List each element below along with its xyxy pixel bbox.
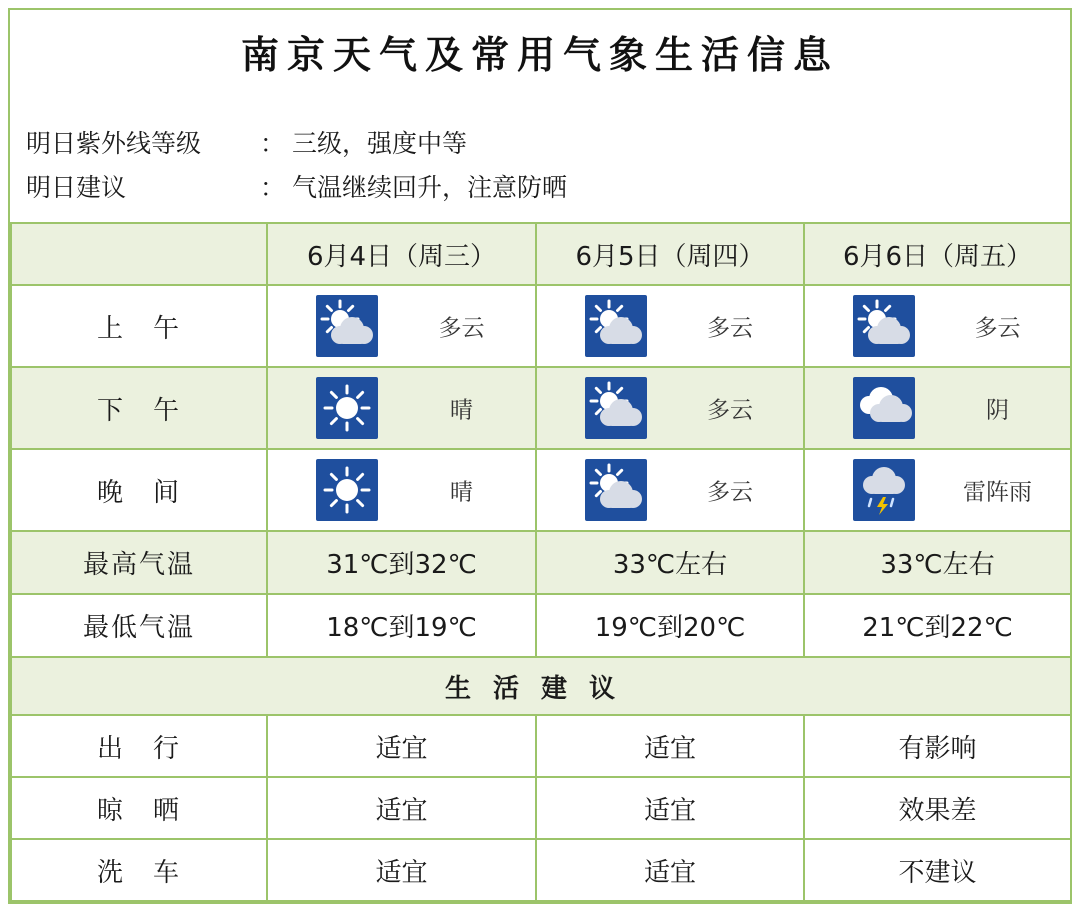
- high-temp-label: 最高气温: [11, 531, 267, 594]
- high-temp-value: 33℃左右: [536, 531, 804, 594]
- advice-label: 晾 晒: [11, 777, 267, 839]
- weather-text: 多云: [438, 315, 485, 342]
- weather-cell: [804, 449, 1071, 531]
- overcast-icon: [853, 377, 915, 439]
- partly-cloudy-icon: [585, 295, 647, 357]
- date-header: 6月5日（周四）: [536, 223, 804, 285]
- weather-cell: [267, 449, 536, 531]
- weather-text: 晴: [450, 397, 473, 424]
- low-temp-value: 19℃到20℃: [536, 594, 804, 657]
- weather-cell: [267, 367, 536, 449]
- advice-row: [26, 166, 567, 210]
- advice-value: 适宜: [267, 839, 536, 901]
- date-header-row: [11, 223, 1071, 285]
- uv-value: 三级，强度中等: [292, 129, 468, 158]
- weather-text: 雷阵雨: [963, 479, 1032, 506]
- life-advice-heading: 生活建议: [11, 657, 1071, 715]
- partly-cloudy-icon: [316, 295, 378, 357]
- partly-cloudy-icon: [853, 295, 915, 357]
- advice-label: 明日建议: [26, 173, 127, 202]
- weather-text: 多云: [974, 315, 1021, 342]
- advice-row-travel: [11, 715, 1071, 777]
- advice-value: 适宜: [536, 777, 804, 839]
- advice-value: 有影响: [804, 715, 1071, 777]
- weather-text: 多云: [707, 479, 753, 506]
- weather-cell: [804, 367, 1071, 449]
- period-label: 上 午: [11, 285, 267, 367]
- corner-cell: [11, 223, 267, 285]
- page-title: 南京天气及常用气象生活信息: [240, 32, 839, 77]
- date-header: 6月6日（周五）: [804, 223, 1071, 285]
- advice-value: 适宜: [267, 715, 536, 777]
- uv-label: 明日紫外线等级: [26, 129, 202, 158]
- advice-colon: ：: [260, 173, 286, 202]
- high-temp-value: 31℃到32℃: [267, 531, 536, 594]
- weather-text: 阴: [986, 397, 1009, 424]
- low-temp-value: 18℃到19℃: [267, 594, 536, 657]
- partly-cloudy-icon: [585, 377, 647, 439]
- period-label: 下 午: [11, 367, 267, 449]
- advice-label: 出 行: [11, 715, 267, 777]
- weather-cell: [536, 367, 804, 449]
- weather-text: 晴: [450, 479, 473, 506]
- sunny-icon: [316, 459, 378, 521]
- info-block: [26, 122, 567, 210]
- high-temp-row: [11, 531, 1071, 594]
- partly-cloudy-icon: [585, 459, 647, 521]
- forecast-table: [10, 222, 1072, 902]
- advice-value: 适宜: [536, 715, 804, 777]
- advice-row-drying: [11, 777, 1071, 839]
- advice-row-carwash: [11, 839, 1071, 901]
- advice-value: 效果差: [804, 777, 1071, 839]
- weather-cell: [804, 285, 1071, 367]
- advice-value: 不建议: [804, 839, 1071, 901]
- weather-cell: [267, 285, 536, 367]
- low-temp-label: 最低气温: [11, 594, 267, 657]
- low-temp-value: 21℃到22℃: [804, 594, 1071, 657]
- advice-value: 适宜: [267, 777, 536, 839]
- period-row-afternoon: [11, 367, 1071, 449]
- uv-row: [26, 122, 567, 166]
- life-advice-heading-row: [11, 657, 1071, 715]
- forecast-grid: [10, 222, 1070, 902]
- weather-cell: [536, 449, 804, 531]
- weather-cell: [536, 285, 804, 367]
- advice-value: 气温继续回升，注意防晒: [292, 173, 568, 202]
- period-label: 晚 间: [11, 449, 267, 531]
- uv-colon: ：: [260, 129, 286, 158]
- weather-sheet: [8, 8, 1072, 904]
- date-header: 6月4日（周三）: [267, 223, 536, 285]
- weather-text: 多云: [707, 397, 753, 424]
- low-temp-row: [11, 594, 1071, 657]
- high-temp-value: 33℃左右: [804, 531, 1071, 594]
- period-row-morning: [11, 285, 1071, 367]
- advice-label: 洗 车: [11, 839, 267, 901]
- advice-value: 适宜: [536, 839, 804, 901]
- sunny-icon: [316, 377, 378, 439]
- period-row-evening: [11, 449, 1071, 531]
- weather-text: 多云: [707, 315, 753, 342]
- thunderstorm-icon: [853, 459, 915, 521]
